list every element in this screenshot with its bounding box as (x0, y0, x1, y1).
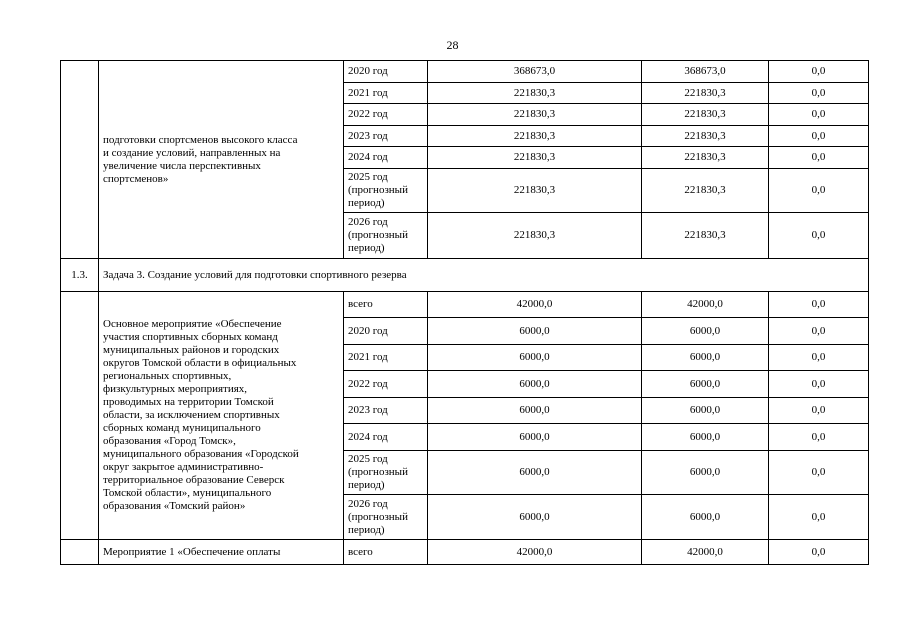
row-number-cell (61, 61, 99, 259)
total-cell: 221830,3 (428, 147, 642, 169)
event-description: Мероприятие 1 «Обеспечение оплаты (99, 540, 344, 565)
budget-cell: 6000,0 (642, 318, 769, 345)
other-cell: 0,0 (769, 398, 869, 424)
budget-cell: 42000,0 (642, 292, 769, 318)
other-cell: 0,0 (769, 147, 869, 169)
other-cell: 0,0 (769, 169, 869, 213)
other-cell: 0,0 (769, 104, 869, 126)
budget-cell: 6000,0 (642, 345, 769, 371)
total-cell: 6000,0 (428, 345, 642, 371)
total-cell: 42000,0 (428, 540, 642, 565)
other-cell: 0,0 (769, 345, 869, 371)
total-cell: 221830,3 (428, 169, 642, 213)
total-cell: 6000,0 (428, 424, 642, 451)
period-cell: 2020 год (344, 318, 428, 345)
task-row (61, 259, 869, 292)
budget-cell: 6000,0 (642, 424, 769, 451)
row-number-cell (61, 292, 99, 540)
page-number: 28 (446, 38, 459, 52)
budget-cell: 6000,0 (642, 371, 769, 398)
period-cell: 2022 год (344, 371, 428, 398)
budget-cell: 221830,3 (642, 213, 769, 259)
total-cell: 6000,0 (428, 398, 642, 424)
period-cell: 2021 год (344, 345, 428, 371)
table-row (61, 61, 869, 83)
period-cell: всего (344, 540, 428, 565)
period-cell: 2020 год (344, 61, 428, 83)
budget-cell: 6000,0 (642, 398, 769, 424)
total-cell: 221830,3 (428, 104, 642, 126)
budget-cell: 368673,0 (642, 61, 769, 83)
period-cell: 2023 год (344, 398, 428, 424)
table-row (61, 292, 869, 318)
budget-cell: 221830,3 (642, 104, 769, 126)
total-cell: 6000,0 (428, 371, 642, 398)
budget-cell: 221830,3 (642, 126, 769, 147)
other-cell: 0,0 (769, 540, 869, 565)
budget-cell: 6000,0 (642, 451, 769, 495)
budget-cell: 221830,3 (642, 147, 769, 169)
period-cell: 2022 год (344, 104, 428, 126)
period-cell: 2023 год (344, 126, 428, 147)
budget-cell: 221830,3 (642, 83, 769, 104)
period-cell: 2025 год (прогнозный период) (344, 451, 428, 495)
other-cell: 0,0 (769, 495, 869, 540)
other-cell: 0,0 (769, 213, 869, 259)
total-cell: 6000,0 (428, 318, 642, 345)
total-cell: 42000,0 (428, 292, 642, 318)
total-cell: 221830,3 (428, 213, 642, 259)
period-cell: 2024 год (344, 424, 428, 451)
budget-table (60, 60, 869, 565)
other-cell: 0,0 (769, 371, 869, 398)
budget-cell: 221830,3 (642, 169, 769, 213)
period-cell: 2026 год (прогнозный период) (344, 213, 428, 259)
period-cell: 2026 год (прогнозный период) (344, 495, 428, 540)
total-cell: 221830,3 (428, 83, 642, 104)
total-cell: 368673,0 (428, 61, 642, 83)
other-cell: 0,0 (769, 292, 869, 318)
total-cell: 6000,0 (428, 495, 642, 540)
period-cell: 2025 год (прогнозный период) (344, 169, 428, 213)
other-cell: 0,0 (769, 61, 869, 83)
other-cell: 0,0 (769, 451, 869, 495)
budget-cell: 42000,0 (642, 540, 769, 565)
budget-cell: 6000,0 (642, 495, 769, 540)
row-number-cell (61, 540, 99, 565)
total-cell: 221830,3 (428, 126, 642, 147)
task-title: Задача 3. Создание условий для подготовки спортивного резерва (99, 259, 869, 292)
task-number: 1.3. (61, 259, 99, 292)
other-cell: 0,0 (769, 126, 869, 147)
total-cell: 6000,0 (428, 451, 642, 495)
other-cell: 0,0 (769, 424, 869, 451)
other-cell: 0,0 (769, 83, 869, 104)
period-cell: 2021 год (344, 83, 428, 104)
table-row (61, 540, 869, 565)
period-cell: всего (344, 292, 428, 318)
event-description: подготовки спортсменов высокого класса и создание условий, направленных на увеличение числа перспективных спортсменов» (99, 61, 344, 259)
period-cell: 2024 год (344, 147, 428, 169)
event-description: Основное мероприятие «Обеспечение участия спортивных сборных команд муниципальных районов и городских округов Томской области в официальных региональных спортивных, физкультурных мероприятиях, проводимых на территории Томской области, за исключением спортивных сборных команд муниципального образования «Город Томск», муниципального образования «Городской округ закрытое административно- территориальное образование Северск Томской области», муниципального образования «Томский район» (99, 292, 344, 540)
other-cell: 0,0 (769, 318, 869, 345)
